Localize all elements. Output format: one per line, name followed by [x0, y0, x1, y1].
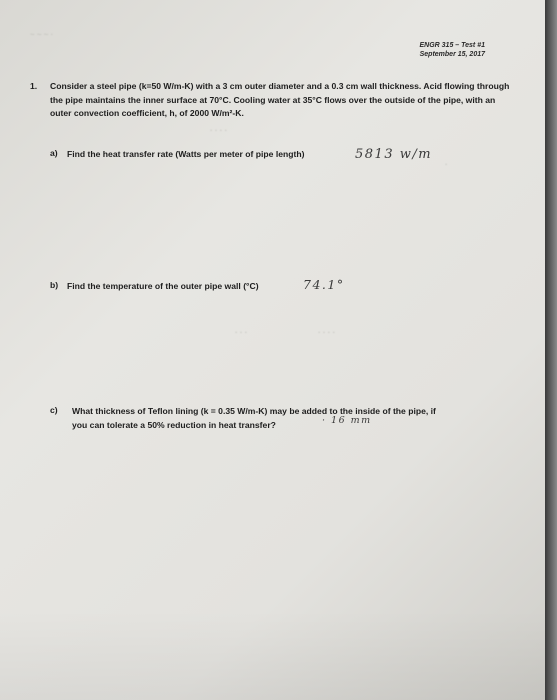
- bleed-through-text: ·: [445, 160, 448, 169]
- bleed-through-text: · · · ·: [318, 328, 336, 337]
- part-c-letter: c): [50, 405, 58, 415]
- exam-date: September 15, 2017: [419, 51, 485, 58]
- bleed-through-text: ~ ~ ~ ·: [30, 30, 54, 39]
- bleed-through-text: · · ·: [235, 328, 248, 337]
- part-b-prompt: Find the temperature of the outer pipe wall (°C): [67, 281, 259, 291]
- question-stem: [50, 80, 510, 121]
- part-a-letter: a): [50, 148, 58, 158]
- course-header: ENGR 315 – Test #1: [419, 42, 485, 49]
- page-shadow: [0, 610, 545, 700]
- part-a-handwritten-answer: 5813 w/m: [355, 147, 433, 162]
- question-number: 1.: [30, 81, 38, 91]
- part-c-prompt: What thickness of Teflon lining (k = 0.35 W/m-K) may be added to the inside of the pipe, if you can tolerate a 50% reduction in heat transfer?: [72, 406, 436, 430]
- part-c-handwritten-answer: · 16 mm: [322, 415, 372, 426]
- part-b-letter: b): [50, 280, 59, 290]
- background-edge: [545, 0, 557, 700]
- bleed-through-text: · · · ·: [210, 126, 228, 135]
- part-b-handwritten-answer: 74.1°: [303, 277, 345, 292]
- question-stem-text: Consider a steel pipe (k=50 W/m-K) with a 3 cm outer diameter and a 0.3 cm wall thickness. Acid flowing through the pipe maintains the inner surface at 70°C. Cooling water at 35°C flows over the outside of the pipe, with an outer convection coefficient, h, of 2000 W/m²-K.: [50, 81, 510, 118]
- part-a-prompt: Find the heat transfer rate (Watts per meter of pipe length): [67, 149, 305, 159]
